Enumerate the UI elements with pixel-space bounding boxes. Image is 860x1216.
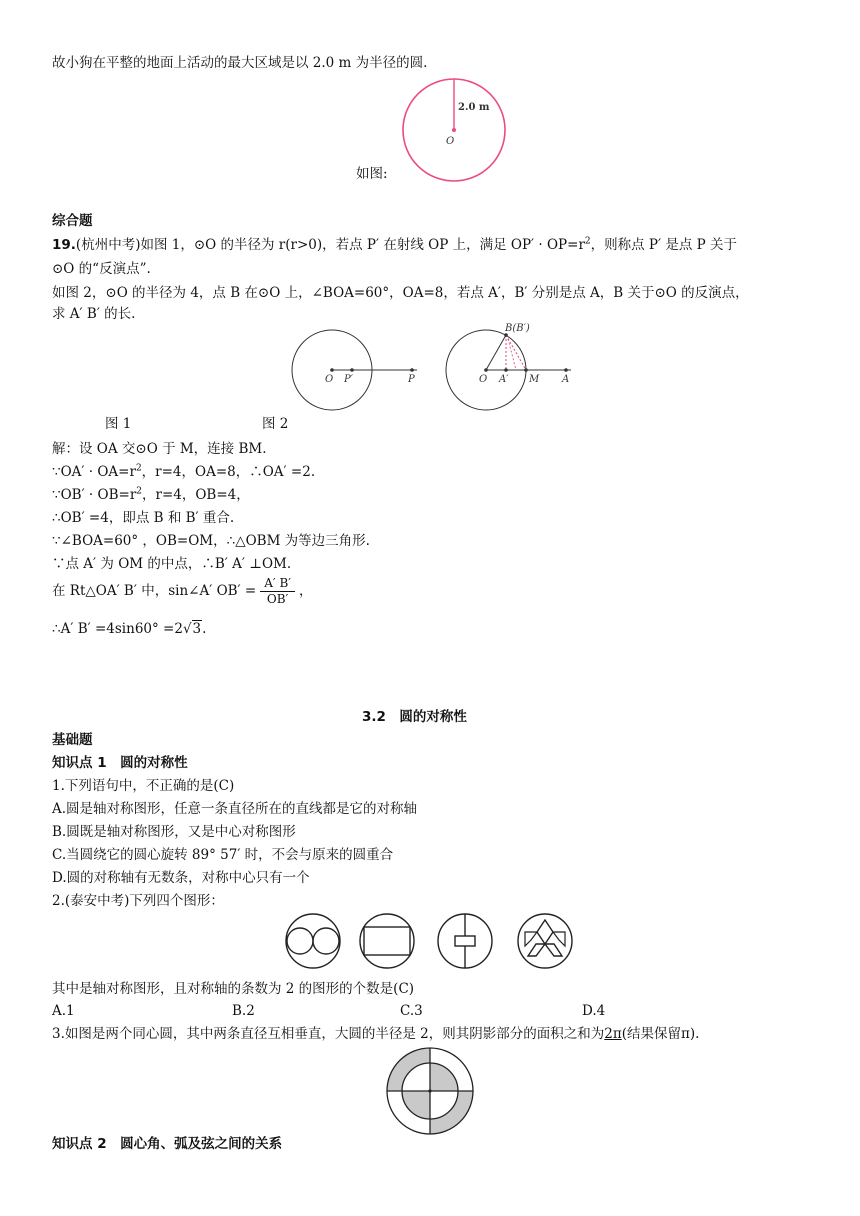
fig2-radius-OB [486,335,506,370]
q19-line4: 求 A′ B′ 的长. [52,306,136,322]
q2-option-b: B.2 [232,1003,255,1019]
center-label: O [446,136,455,147]
q2-option-d: D.4 [582,1003,606,1019]
fig2-label-B: B(B′) [505,323,530,334]
q3-answer: 2π [604,1026,622,1042]
q2-stem: 2.(泰安中考)下列四个图形： [52,893,224,909]
section-synth: 综合题 [52,213,93,229]
sol-line7: 在 Rt△OA′ B′ 中，sin∠A′ OB′ = $\frac{A' B'}{OB'}$ ， [52,576,313,606]
fig1-label-P1: P′ [344,374,353,385]
q19-line2: ⊙O 的“反演点”. [52,261,151,277]
figure-1 [290,330,430,410]
q2-option-a: A.1 [52,1003,75,1019]
radius-label: 2.0 m [458,102,490,113]
section-basic: 基础题 [52,732,93,748]
sol-line4: ∴OB′ =4，即点 B 和 B′ 重合. [52,510,235,526]
sol-line3: ∵OB′ · $OB=r^2$，r=4，OB=4， [52,486,250,503]
fig1-caption: 图 1 [105,416,132,432]
intro-line: 故小狗在平整的地面上活动的最大区域是以 2.0 m 为半径的圆. [52,55,428,71]
fig2-label-O: O [479,374,488,385]
fig1-label-O: O [325,374,334,385]
knowledge-point-2: 知识点 2 圆心角、弧及弦之间的关系 [52,1136,283,1152]
q3-stem: 3.如图是两个同心圆，其中两条直径互相垂直，大圆的半径是 2，则其阴影部分的面积之和为2π(结果保留π). [52,1026,700,1042]
q2-option-c: C.3 [400,1003,423,1019]
fig2-label-M: M [529,374,540,385]
q1-option-a: A.圆是轴对称图形，任意一条直径所在的直线都是它的对称轴 [52,801,418,817]
fig2-label-A: A [562,374,570,385]
figure-caption: 如图: [356,166,388,182]
q1-option-c: C.当圆绕它的圆心旋转 89° 57′ 时，不会与原来的圆重合 [52,847,394,863]
sol-line6: ∵点 A′ 为 OM 的中点，∴B′ A′ ⊥OM. [52,556,292,572]
q2-figure-3 [436,912,494,970]
fig2-label-A1: A′ [499,374,509,385]
q19-line1: 19.(杭州中考)如图 1，⊙O 的半径为 r(r>0)，若点 P′ 在射线 OP 上，满足 $OP' \cdot OP=r^2$，则称点 P′ 是点 P 关于 [52,236,738,253]
q3-figure [385,1046,475,1136]
section-title: 3.2 圆的对称性 [362,709,467,725]
q2-figure-4 [516,912,574,970]
sol-line5: ∵∠BOA=60° ，OB=OM，∴△OBM 为等边三角形. [52,533,370,549]
center-point [452,128,456,132]
q1-option-b: B.圆既是轴对称图形，又是中心对称图形 [52,824,296,840]
sol-line1: 解：设 OA 交⊙O 于 M，连接 BM. [52,441,267,457]
sol-line8: ∴A′ B′ =4sin60° =2√3. [52,621,207,637]
fig2-segment-BM [506,335,526,370]
knowledge-point-1: 知识点 1 圆的对称性 [52,755,188,771]
fig2-caption: 图 2 [262,416,289,432]
fig1-label-P: P [408,374,415,385]
radius-circle-figure [400,76,510,186]
q2-figure-1 [284,912,342,970]
figure-2 [443,322,583,412]
sol-line2: ∵OA′ · $OA=r^2$，r=4，OA=8，∴OA′ =2. [52,463,316,480]
q19-line3: 如图 2，⊙O 的半径为 4，点 B 在⊙O 上，∠BOA=60°，OA=8，若点 A′，B′ 分别是点 A，B 关于⊙O 的反演点， [52,285,749,301]
q1-option-d: D.圆的对称轴有无数条，对称中心只有一个 [52,870,310,886]
q2-figure-2 [358,912,416,970]
q2-sub: 其中是轴对称图形，且对称轴的条数为 2 的图形的个数是(C) [52,981,415,997]
fraction: $\frac{A' B'}{OB'}$ [260,576,295,607]
q1-stem: 1.下列语句中，不正确的是(C) [52,778,235,794]
